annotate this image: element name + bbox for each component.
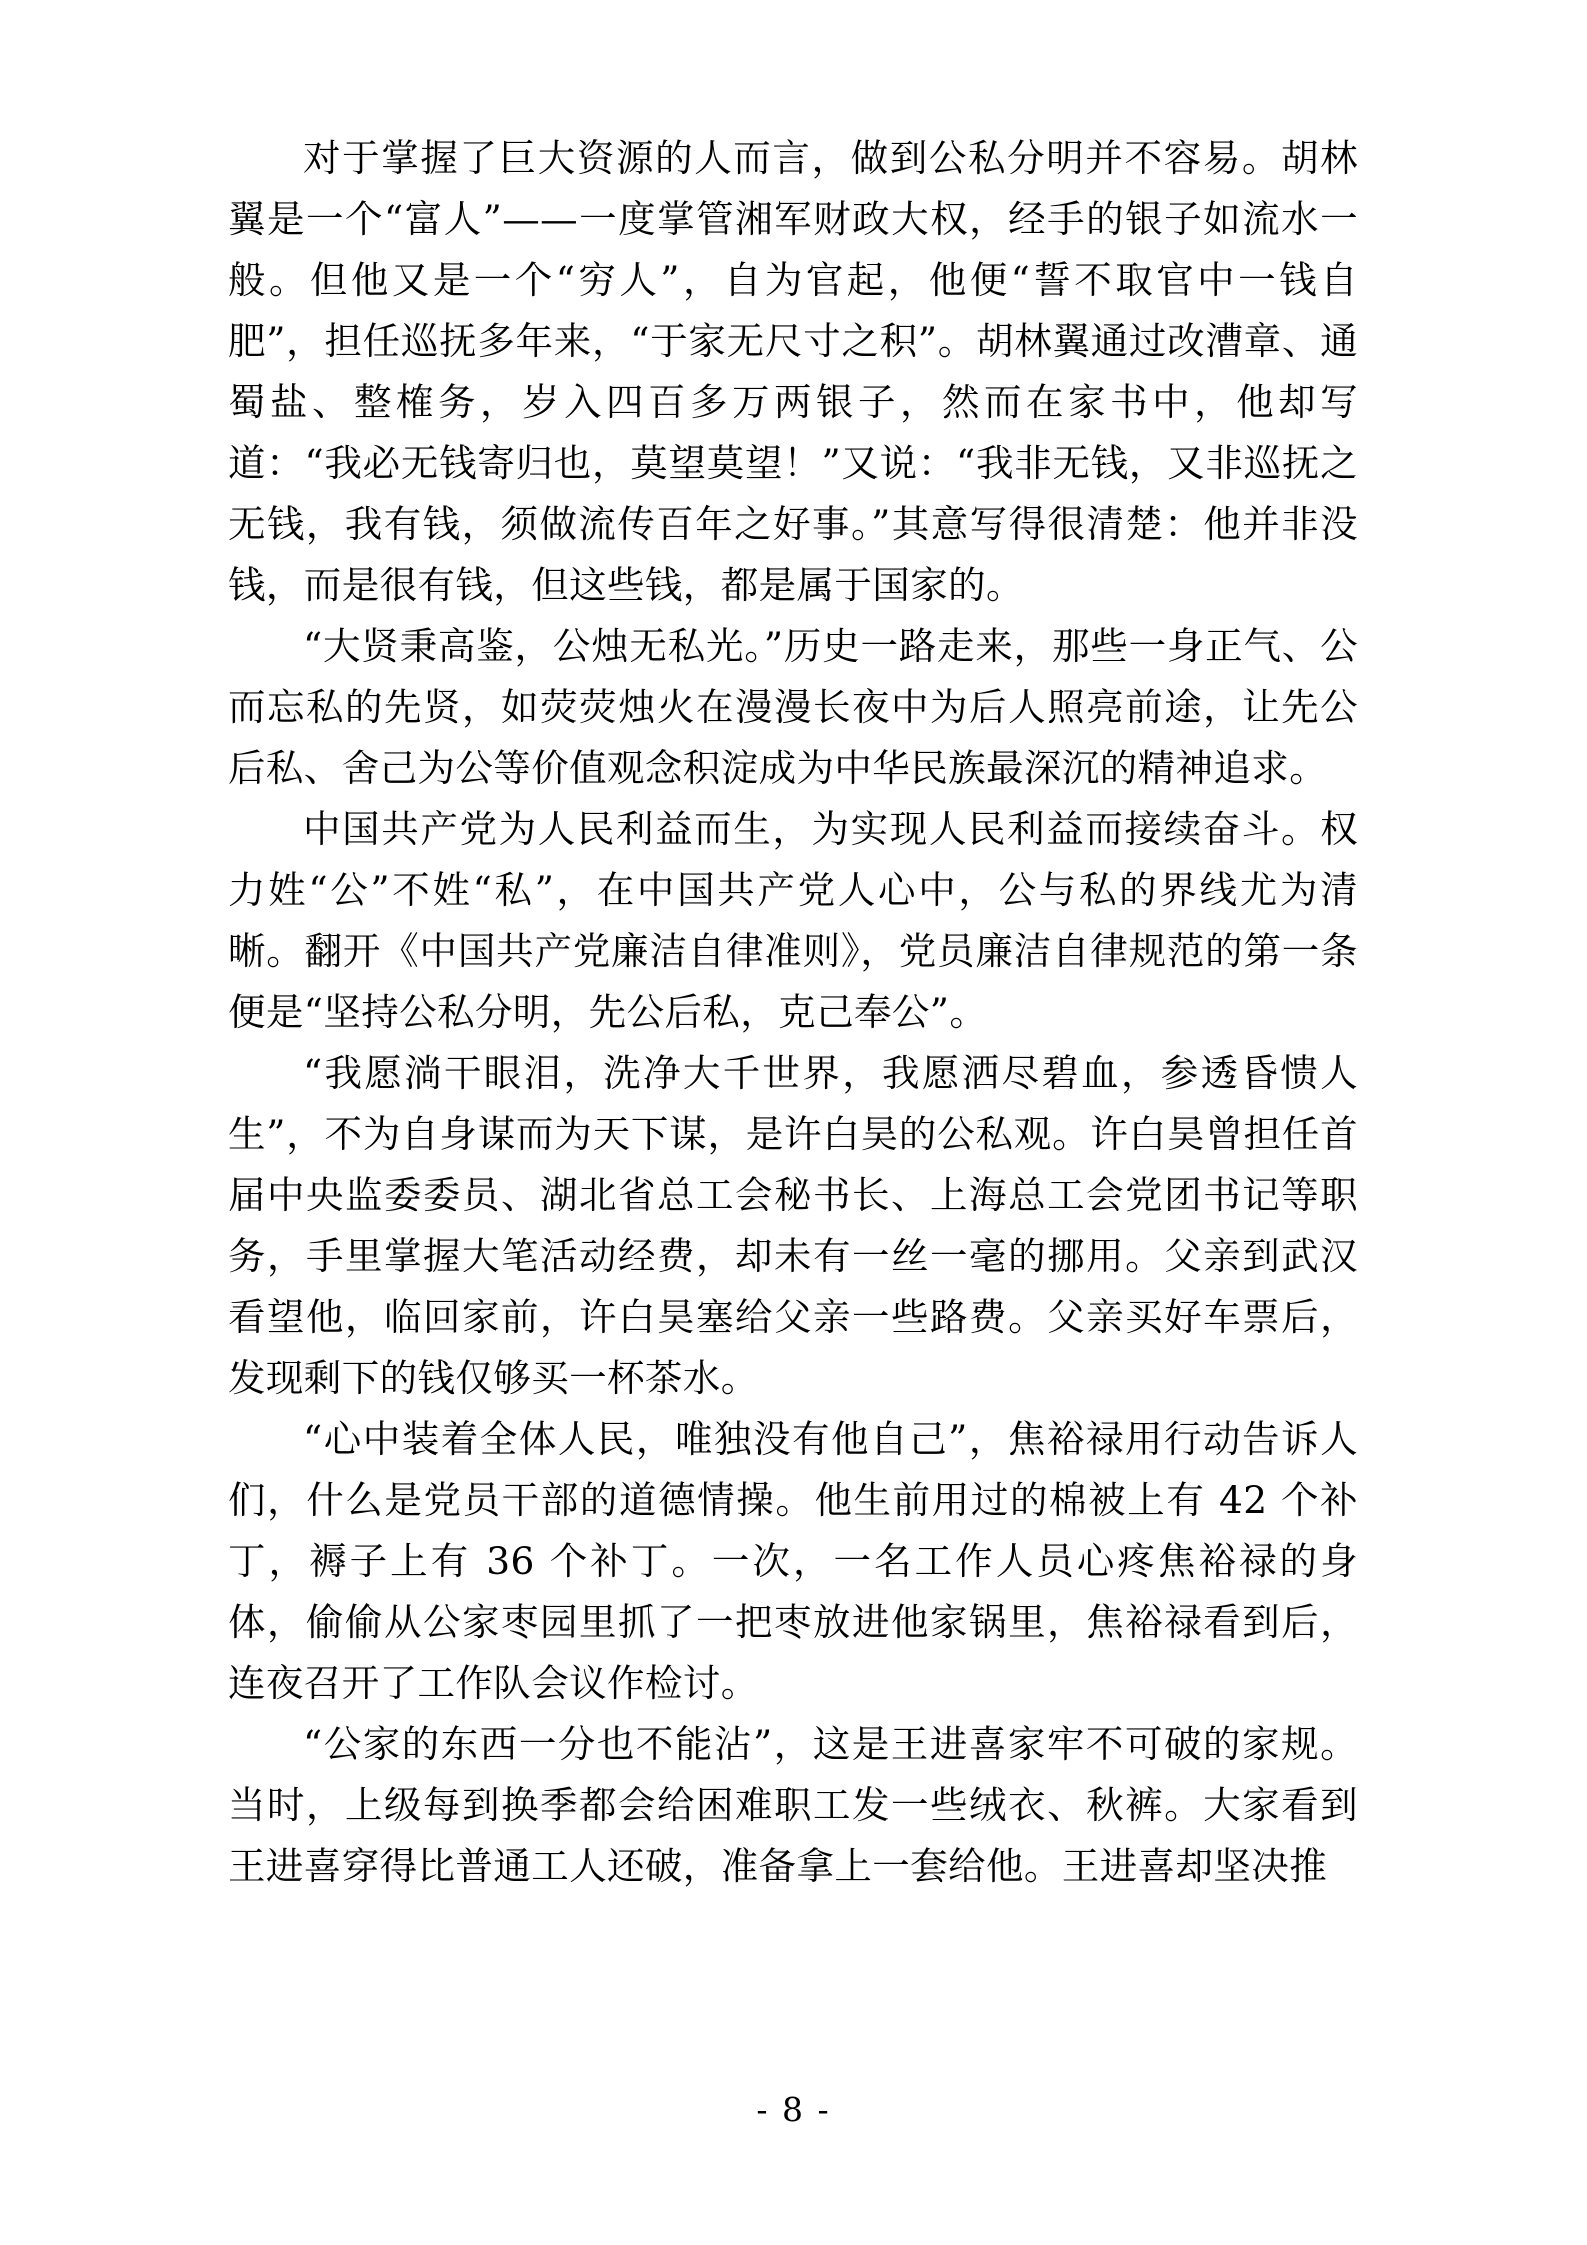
page-number: - 8 - xyxy=(756,2090,831,2129)
page-body xyxy=(228,128,1358,1897)
paragraph: 对于掌握了巨大资源的人而言，做到公私分明并不容易。胡林翼是一个“富人”——一度掌管湘军财政大权，经手的银子如流水一般。但他又是一个“穷人”，自为官起，他便“誓不取官中一钱自肥”，担任巡抚多年来，“于家无尺寸之积”。胡林翼通过改漕章、通蜀盐、整榷务，岁入四百多万两银子，然而在家书中，他却写道：“我必无钱寄归也，莫望莫望！”又说：“我非无钱，又非巡抚之无钱，我有钱，须做流传百年之好事。”其意写得很清楚：他并非没钱，而是很有钱，但这些钱，都是属于国家的。 xyxy=(228,136,1358,607)
paragraph: 中国共产党为人民利益而生，为实现人民利益而接续奋斗。权力姓“公”不姓“私”，在中国共产党人心中，公与私的界线尤为清晰。翻开《中国共产党廉洁自律准则》，党员廉洁自律规范的第一条便是“坚持公私分明，先公后私，克己奉公”。 xyxy=(228,807,1358,1034)
paragraph: “心中装着全体人民，唯独没有他自己”，焦裕禄用行动告诉人们，什么是党员干部的道德情操。他生前用过的棉被上有 42 个补丁，褥子上有 36 个补丁。一次，一名工作人员心疼焦裕禄的身体，偷偷从公家枣园里抓了一把枣放进他家锅里，焦裕禄看到后，连夜召开了工作队会议作检讨。 xyxy=(228,1417,1358,1705)
paragraph: “公家的东西一分也不能沾”，这是王进喜家牢不可破的家规。当时，上级每到换季都会给困难职工发一些绒衣、秋裤。大家看到王进喜穿得比普通工人还破，准备拿上一套给他。王进喜却坚决推 xyxy=(228,1722,1358,1888)
paragraph: “我愿淌干眼泪，洗净大千世界，我愿洒尽碧血，参透昏愦人生”，不为自身谋而为天下谋，是许白昊的公私观。许白昊曾担任首届中央监委委员、湖北省总工会秘书长、上海总工会党团书记等职务，手里掌握大笔活动经费，却未有一丝一毫的挪用。父亲到武汉看望他，临回家前，许白昊塞给父亲一些路费。父亲买好车票后，发现剩下的钱仅够买一杯茶水。 xyxy=(228,1051,1358,1400)
paragraph: “大贤秉高鉴，公烛无私光。”历史一路走来，那些一身正气、公而忘私的先贤，如荧荧烛火在漫漫长夜中为后人照亮前途，让先公后私、舍己为公等价值观念积淀成为中华民族最深沉的精神追求。 xyxy=(228,624,1358,790)
